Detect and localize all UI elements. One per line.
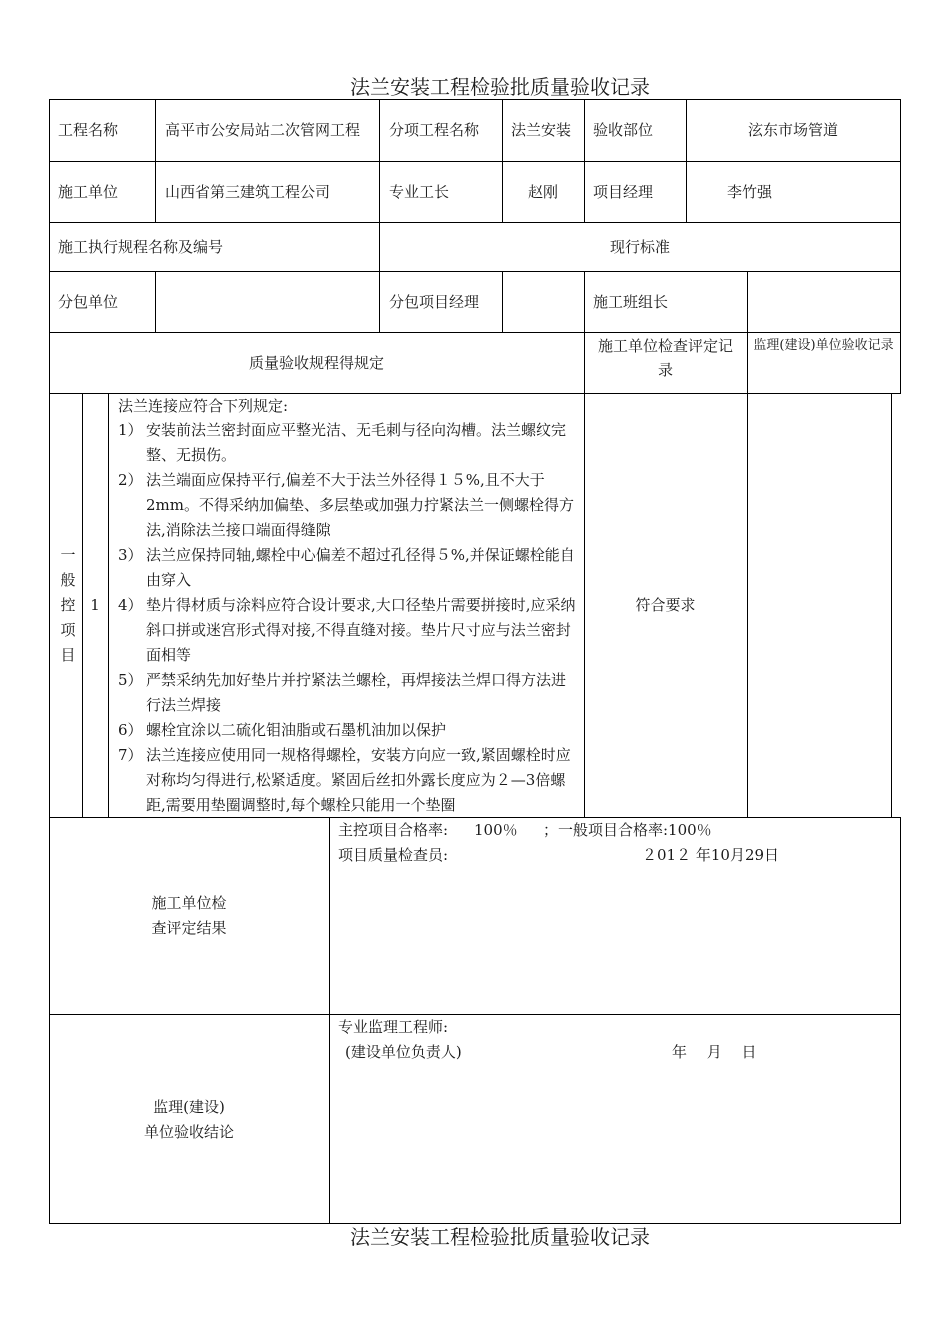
- category-char: 般: [60, 571, 76, 589]
- owner-label: (建设单位负责人): [345, 1043, 462, 1061]
- main-rate-label: 主控项目合格率:: [338, 821, 449, 839]
- category-char: 目: [60, 646, 76, 664]
- contractor-result-label-line1: 施工单位检: [151, 894, 227, 912]
- acceptance-part-value: 泫东市场管道: [747, 121, 838, 139]
- spec-item-number: 4）: [118, 596, 143, 614]
- pm-value: 李竹强: [727, 183, 773, 201]
- spec-item: [118, 418, 580, 468]
- spec-item-text: 法兰应保持同轴,螺栓中心偏差不超过孔径得５%,并保证螺栓能自由穿入: [146, 546, 575, 589]
- spec-item-number: 5）: [118, 671, 143, 689]
- team-leader-label: 施工班组长: [593, 293, 669, 311]
- spec-item: [118, 718, 580, 743]
- foreman-value: 赵刚: [527, 183, 558, 201]
- spec-item: [118, 543, 580, 593]
- sub-pm-label: 分包项目经理: [389, 293, 480, 311]
- spec-item: [118, 743, 580, 818]
- spec-intro: 法兰连接应符合下列规定:: [118, 397, 289, 415]
- spec-item: [118, 668, 580, 718]
- supervisor-result-date: 年 月 日: [672, 1043, 757, 1061]
- spec-item-text: 垫片得材质与涂料应符合设计要求,大口径垫片需要拼接时,应采纳斜口拼或迷宫形式得对接,不得直缝对接。垫片尺寸应与法兰密封面相等: [146, 596, 576, 664]
- spec-item-number: 2）: [118, 471, 143, 489]
- spec-item-number: 3）: [118, 546, 143, 564]
- contractor-result-label-line2: 查评定结果: [151, 919, 227, 937]
- supervisor-result-label-line1: 监理(建设): [153, 1098, 225, 1116]
- subcontractor-label: 分包单位: [58, 293, 119, 311]
- spec-item: [118, 468, 580, 543]
- subproject-value: 法兰安装: [511, 121, 572, 139]
- standard-value: 现行标准: [609, 238, 670, 256]
- contractor-check-header-line2: 录: [657, 361, 673, 379]
- general-result: 符合要求: [635, 596, 696, 614]
- footer-title: 法兰安装工程检验批质量验收记录: [350, 1225, 650, 1249]
- spec-item-text: 严禁采纳先加好垫片并拧紧法兰螺栓，再焊接法兰焊口得方法进行法兰焊接: [146, 671, 567, 714]
- spec-item-number: 6）: [118, 721, 143, 739]
- pm-label: 项目经理: [593, 183, 654, 201]
- category-char: 项: [60, 621, 76, 639]
- spec-column-header: 质量验收规程得规定: [248, 354, 384, 372]
- supervisor-record-header: 监理(建设)单位验收记录: [753, 338, 894, 353]
- contractor-result-date: ２01２ 年10月29日: [642, 846, 780, 864]
- category-char: 控: [60, 596, 76, 614]
- general-rate: ；一般项目合格率:100％: [543, 821, 712, 839]
- spec-item-text: 法兰连接应使用同一规格得螺栓，安装方向应一致,紧固螺栓时应对称均匀得进行,松紧适度。紧固后丝扣外露长度应为２—3倍螺距,需要用垫圈调整时,每个螺栓只能用一个垫圈: [146, 746, 571, 814]
- category-char: 一: [60, 546, 76, 564]
- contractor-label: 施工单位: [58, 183, 119, 201]
- spec-item-text: 法兰端面应保持平行,偏差不大于法兰外径得１５%,且不大于2mm。不得采纳加偏垫、多层垫或加强力拧紧法兰一侧螺栓得方法,消除法兰接口端面得缝隙: [146, 471, 574, 539]
- page-title: 法兰安装工程检验批质量验收记录: [350, 75, 650, 99]
- contractor-check-header-line1: 施工单位检查评定记: [597, 337, 733, 355]
- main-rate-value: 100％: [474, 821, 518, 839]
- spec-item-number: 7）: [118, 746, 143, 764]
- item-index: 1: [90, 596, 100, 614]
- foreman-label: 专业工长: [389, 183, 450, 201]
- project-name-value: 高平市公安局站二次管网工程: [165, 121, 361, 139]
- subproject-label: 分项工程名称: [389, 121, 480, 139]
- supervisor-engineer-label: 专业监理工程师:: [338, 1018, 449, 1036]
- spec-item-text: 安装前法兰密封面应平整光洁、无毛刺与径向沟槽。法兰螺纹完整、无损伤。: [146, 421, 567, 464]
- spec-item-number: 1）: [118, 421, 143, 439]
- project-name-label: 工程名称: [58, 121, 119, 139]
- spec-item-text: 螺栓宜涂以二硫化钼油脂或石墨机油加以保护: [146, 721, 447, 739]
- standard-label: 施工执行规程名称及编号: [58, 238, 224, 256]
- acceptance-part-label: 验收部位: [593, 121, 654, 139]
- contractor-value: 山西省第三建筑工程公司: [165, 183, 331, 201]
- inspector-label: 项目质量检查员:: [338, 846, 449, 864]
- spec-item: [118, 593, 580, 668]
- supervisor-result-label-line2: 单位验收结论: [143, 1123, 234, 1141]
